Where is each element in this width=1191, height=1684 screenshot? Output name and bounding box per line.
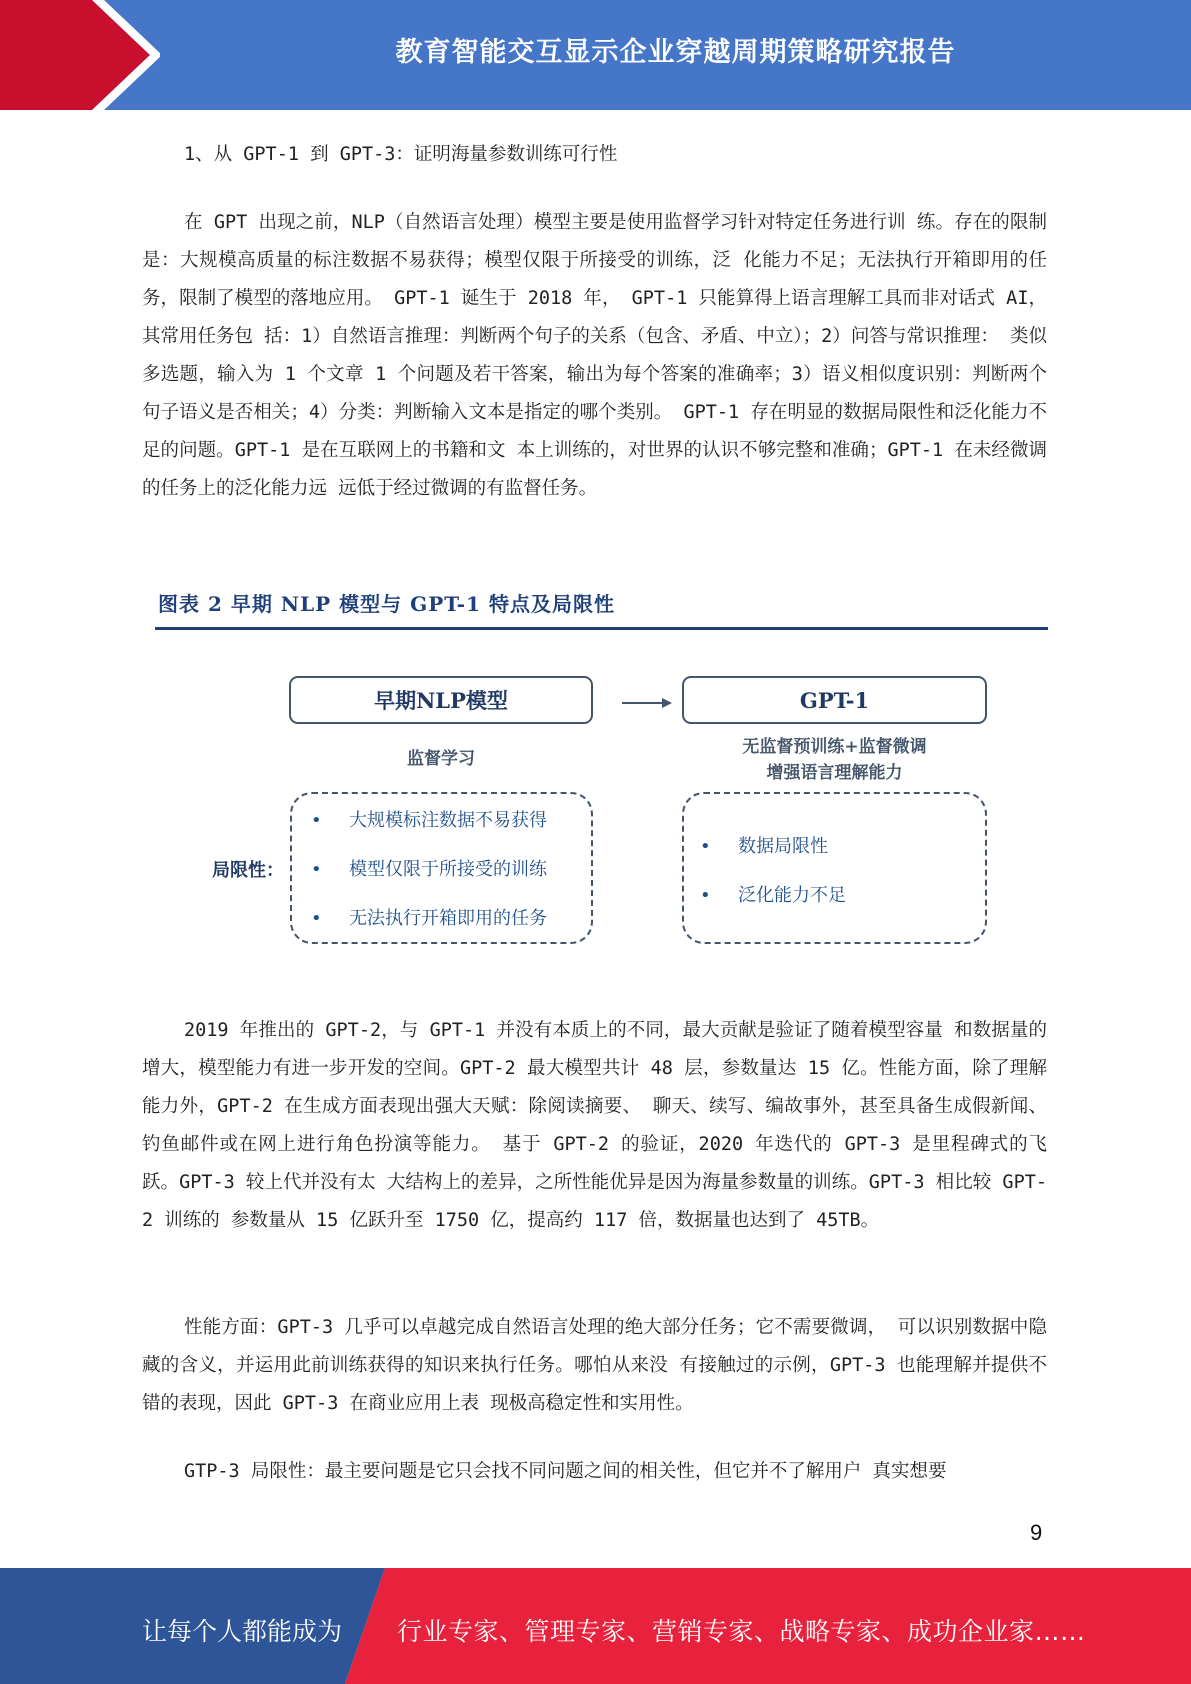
limitation-item: • 数据局限性 [700, 836, 828, 857]
bullet-icon: • [700, 836, 711, 857]
paragraph-1: 在 GPT 出现之前，NLP（自然语言处理）模型主要是使用监督学习针对特定任务进行训 练。存在的限制是：大规模高质量的标注数据不易获得；模型仅限于所接受的训练，泛 化能力不足；无法执行开箱即用的任务，限制了模型的落地应用。 GPT-1 诞生于 2018 年， GPT-1 只能算得上语言理解工具而非对话式 AI，其常用任务包 括：1）自然语言推理：判断两个句子的关系（包含、矛盾、中立）；2）问答与常识推理： 类似多选题，输入为 1 个文章 1 个问题及若干答案，输出为每个答案的准确率；3）语义相似度识别：判断两个句子语义是否相关；4）分类：判断输入文本是指定的哪个类别。 GPT-1 存在明显的数据局限性和泛化能力不足的问题。GPT-1 是在互联网上的书籍和文 本上训练的，对世界的认识不够完整和准确；GPT-1 在未经微调的任务上的泛化能力远 远低于经过微调的有监督任务。 [142, 212, 1047, 499]
bullet-icon: • [311, 859, 322, 880]
figure-title: 图表 2 早期 NLP 模型与 GPT-1 特点及局限性 [158, 592, 615, 616]
early-nlp-caption: 监督学习 [407, 749, 475, 769]
bullet-icon: • [700, 885, 711, 906]
footer-slogan-left: 让每个人都能成为 [142, 1617, 343, 1646]
page-header [0, 0, 1191, 110]
page-footer [0, 1568, 1191, 1684]
header-arrow-decoration [0, 0, 160, 110]
limitation-item: • 大规模标注数据不易获得 [311, 810, 547, 831]
section-heading: 1、从 GPT-1 到 GPT-3：证明海量参数训练可行性 [184, 144, 618, 165]
figure-title-rule [155, 627, 1048, 630]
paragraph-2: 2019 年推出的 GPT-2，与 GPT-1 并没有本质上的不同，最大贡献是验证了随着模型容量 和数据量的增大，模型能力有进一步开发的空间。GPT-2 最大模型共计 48 层，参数量达 15 亿。性能方面，除了理解能力外，GPT-2 在生成方面表现出强大天赋：除阅读摘要、 聊天、续写、编故事外，甚至具备生成假新闻、钓鱼邮件或在网上进行角色扮演等能力。 基于 GPT-2 的验证，2020 年迭代的 GPT-3 是里程碑式的飞跃。GPT-3 较上代并没有太 大结构上的差异，之所性能优异是因为海量参数量的训练。GPT-3 相比较 GPT-2 训练的 参数量从 15 亿跃升至 1750 亿，提高约 117 倍，数据量也达到了 45TB。 [142, 1020, 1047, 1231]
paragraph-3: 性能方面：GPT-3 几乎可以卓越完成自然语言处理的绝大部分任务；它不需要微调， 可以识别数据中隐藏的含义，并运用此前训练获得的知识来执行任务。哪怕从来没 有接触过的示例，GPT-3 也能理解并提供不错的表现，因此 GPT-3 在商业应用上表 现极高稳定性和实用性。 [142, 1317, 1047, 1414]
page-number: 9 [1030, 1520, 1043, 1545]
bullet-icon: • [311, 908, 322, 929]
gpt1-caption-line2: 增强语言理解能力 [766, 763, 903, 783]
gpt1-box: GPT-1 [682, 676, 987, 724]
gpt1-caption-line1: 无监督预训练+监督微调 [742, 737, 927, 757]
paragraph-4: GTP-3 局限性：最主要问题是它只会找不同问题之间的相关性，但它并不了解用户 真实想要 [184, 1461, 947, 1482]
header-title: 教育智能交互显示企业穿越周期策略研究报告 [395, 37, 956, 68]
early-nlp-box: 早期NLP模型 [289, 676, 593, 724]
limitation-item: • 泛化能力不足 [700, 885, 846, 906]
footer-slogan-right: 行业专家、管理专家、营销专家、战略专家、成功企业家…… [397, 1617, 1086, 1646]
gpt1-limitations-box [682, 792, 987, 944]
limitations-label: 局限性： [212, 860, 284, 881]
limitation-item: • 模型仅限于所接受的训练 [311, 859, 547, 880]
bullet-icon: • [311, 810, 322, 831]
limitation-item: • 无法执行开箱即用的任务 [311, 908, 547, 929]
